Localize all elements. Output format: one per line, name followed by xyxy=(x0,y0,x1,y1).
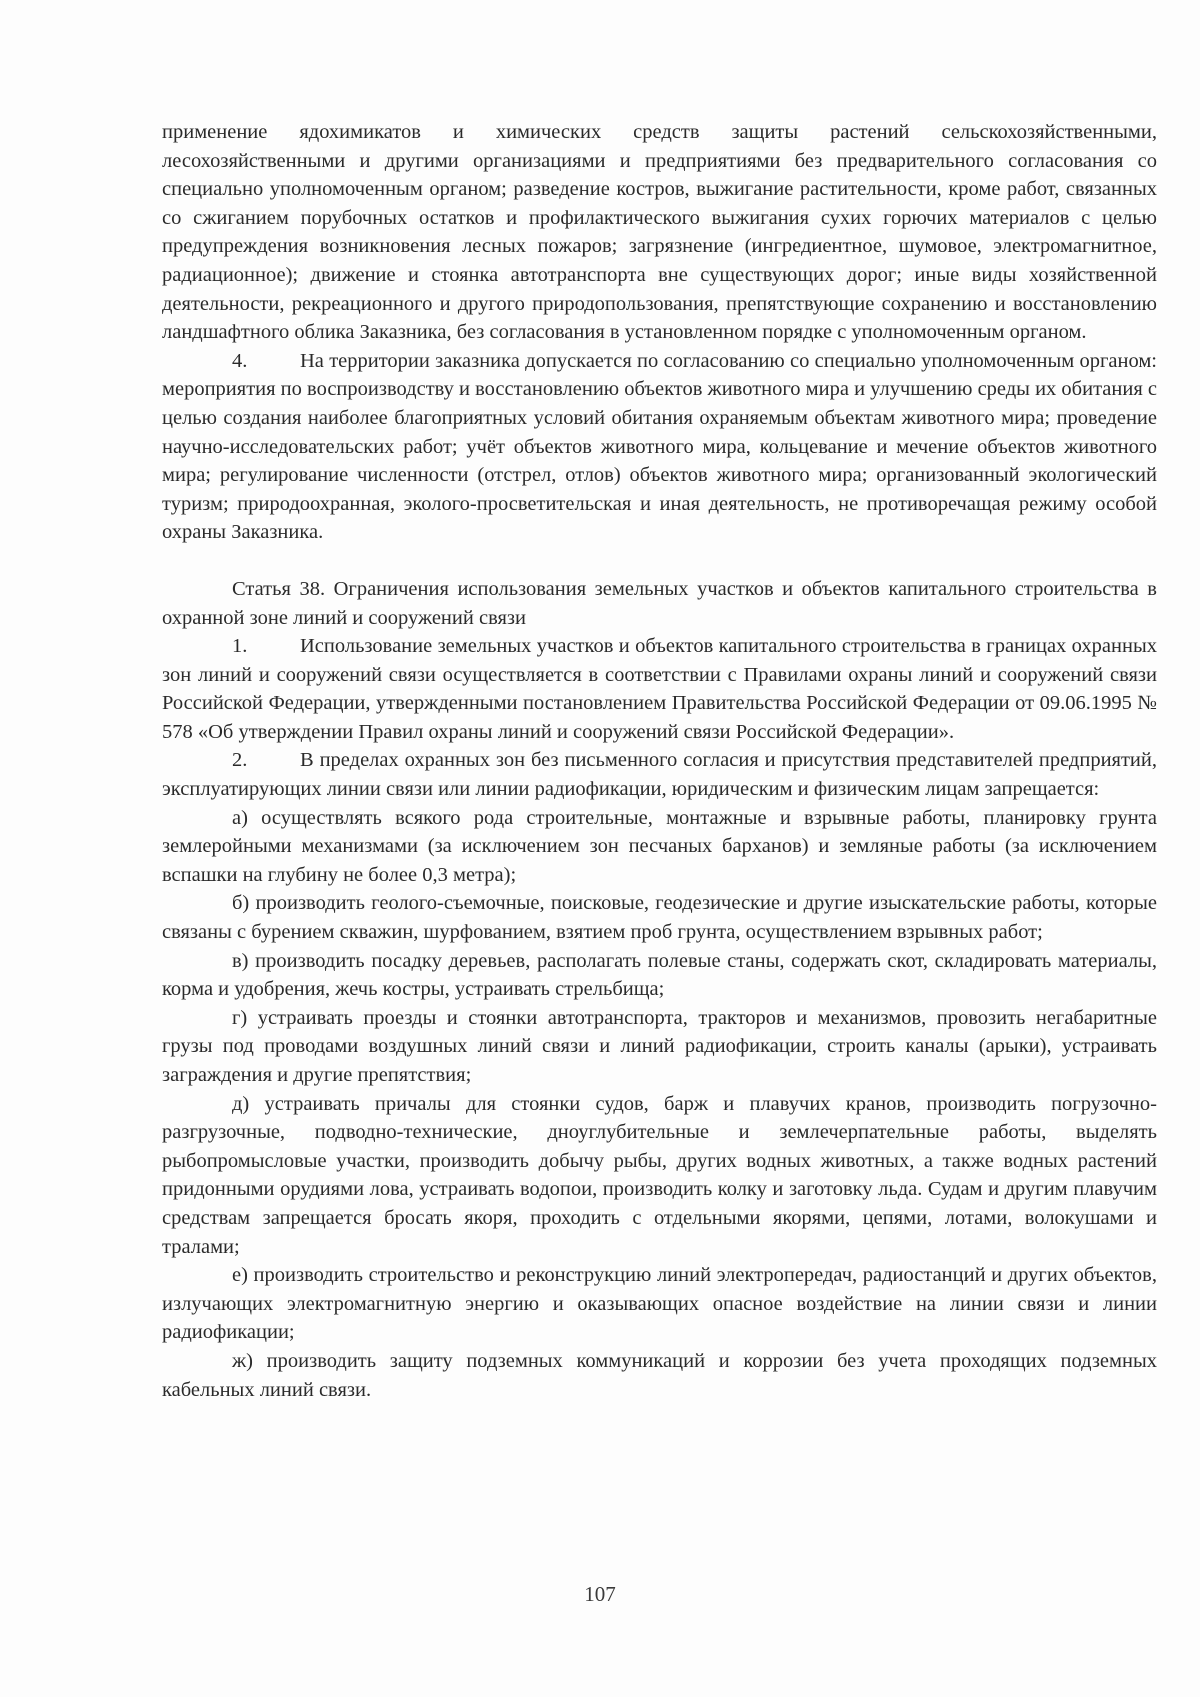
list-item-e: е) производить строительство и реконструкцию линий электропередач, радиостанций и других объектов, излучающих электромагнитную энергию и оказывающих опасное воздействие на линии связи и линии радиофикации; xyxy=(162,1264,1157,1344)
paragraph-number: 1. xyxy=(232,635,248,658)
numbered-paragraph-1 xyxy=(162,632,1157,746)
paragraph-number: 4. xyxy=(232,349,248,372)
list-item-d: д) устраивать причалы для стоянки судов, барж и плавучих кранов, производить погрузочно-разгрузочные, подводно-технические, дноуглубительные и землечерпательные работы, выделять рыбопромысловые участки, производить добычу рыбы, других водных животных, а также водных растений придонными орудиями лова, устраивать водопои, производить колку и заготовку льда. Судам и другим плавучим средствам запрещается бросать якоря, проходить с отдельными якорями, цепями, лотами, волокушами и тралами; xyxy=(162,1092,1157,1258)
list-item-g: г) устраивать проезды и стоянки автотранспорта, тракторов и механизмов, провозить негабаритные грузы под проводами воздушных линий связи и линий радиофикации, строить каналы (арыки), устраивать заграждения и другие препятствия; xyxy=(162,1006,1157,1086)
list-item-b: б) производить геолого-съемочные, поисковые, геодезические и другие изыскательские работы, которые связаны с бурением скважин, шурфованием, взятием проб грунта, осуществлением взрывных работ; xyxy=(162,892,1157,944)
page-number: 107 xyxy=(584,1582,616,1606)
list-item-zh: ж) производить защиту подземных коммуникаций и коррозии без учета проходящих подземных кабельных линий связи. xyxy=(162,1349,1157,1401)
paragraph-text: В пределах охранных зон без письменного согласия и присутствия представителей предприятий, эксплуатирующих линии связи или линии радиофикации, юридическим и физическим лицам запрещается: xyxy=(162,749,1157,801)
list-item-a: а) осуществлять всякого рода строительные, монтажные и взрывные работы, планировку грунта землеройными механизмами (за исключением зон песчаных барханов) и земляные работы (за исключением вспашки на глубину не более 0,3 метра); xyxy=(162,806,1157,886)
document-body xyxy=(162,118,1157,1404)
paragraph-continuation: применение ядохимикатов и химических средств защиты растений сельскохозяйственными, лесохозяйственными и другими организациями и предприятиями без предварительного согласования со специально уполномоченным органом; разведение костров, выжигание растительности, кроме работ, связанных со сжиганием порубочных остатков и профилактического выжигания сухих горючих материалов с целью предупреждения возникновения лесных пожаров; загрязнение (ингредиентное, шумовое, электромагнитное, радиационное); движение и стоянка автотранспорта вне существующих дорог; иные виды хозяйственной деятельности, рекреационного и другого природопользования, препятствующие сохранению и восстановлению ландшафтного облика Заказника, без согласования в установленном порядке с уполномоченным органом. xyxy=(162,121,1157,344)
numbered-paragraph-2 xyxy=(162,746,1157,803)
list-item-v: в) производить посадку деревьев, располагать полевые станы, содержать скот, складировать материалы, корма и удобрения, жечь костры, устраивать стрельбища; xyxy=(162,949,1157,1001)
numbered-paragraph-4 xyxy=(162,347,1157,547)
paragraph-number: 2. xyxy=(232,749,248,772)
article-heading: Статья 38. Ограничения использования земельных участков и объектов капитального строительства в охранной зоне линий и сооружений связи xyxy=(162,577,1157,629)
paragraph-text: Использование земельных участков и объектов капитального строительства в границах охранных зон линий и сооружений связи осуществляется в соответствии с Правилами охраны линий и сооружений связи Российской Федерации, утвержденными постановлением Правительства Российской Федерации от 09.06.1995 № 578 «Об утверждении Правил охраны линий и сооружений связи Российской Федерации». xyxy=(162,635,1157,743)
paragraph-text: На территории заказника допускается по согласованию со специально уполномоченным органом: мероприятия по воспроизводству и восстановлению объектов животного мира и улучшению среды их обитания с целью создания наиболее благоприятных условий обитания охраняемым объектам животного мира; проведение научно-исследовательских работ; учёт объектов животного мира, кольцевание и мечение объектов животного мира; регулирование численности (отстрел, отлов) объектов животного мира; организованный экологический туризм; природоохранная, эколого-просветительская и иная деятельность, не противоречащая режиму особой охраны Заказника. xyxy=(162,349,1157,544)
